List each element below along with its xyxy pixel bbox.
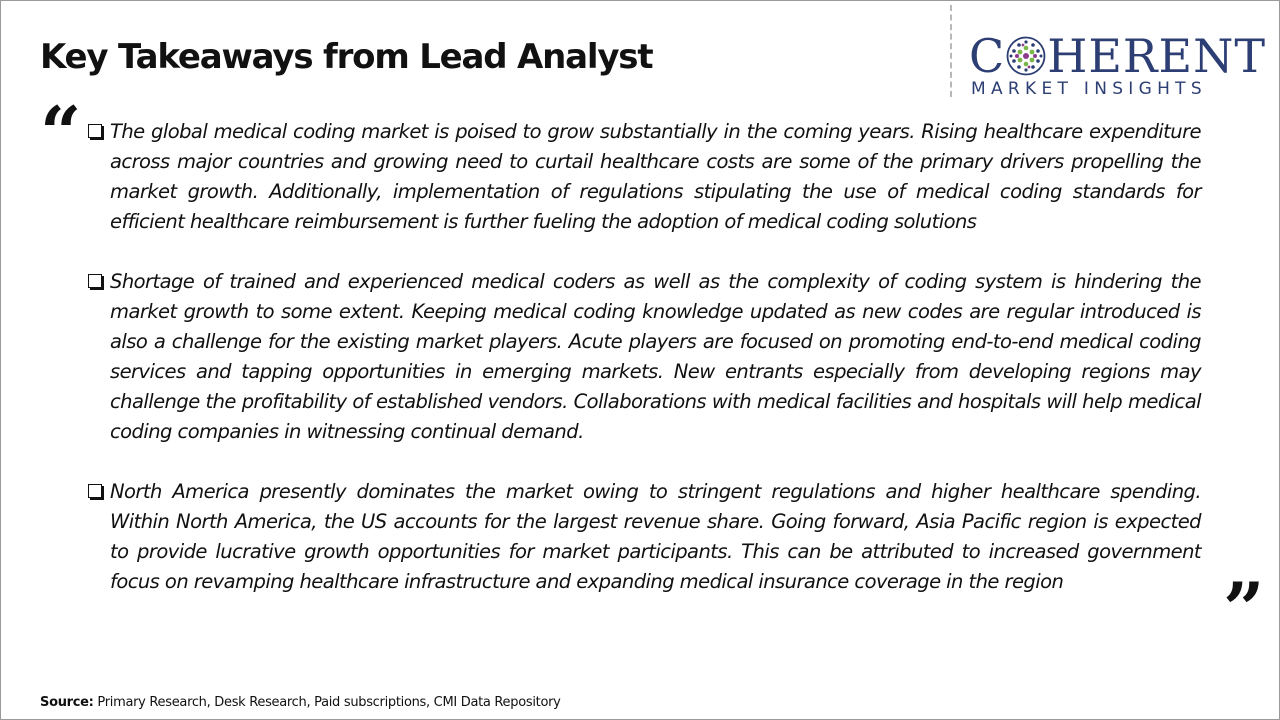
takeaway-text: Shortage of trained and experienced medical coders as well as the complexity of coding system is hindering the market growth to some extent. Keeping medical coding knowledge updated as new codes are regular introduced is also a challenge for the existing market players. Acute players are focused on promoting end-to-end medical coding services and tapping opportunities in emerging markets. New entrants especially from developing regions may challenge the profitability of established vendors. Collaborations with medical facilities and hospitals will help medical coding companies in witnessing continual demand. [110,270,1201,443]
takeaway-item [87,117,1201,237]
logo-globe-icon [1006,36,1046,76]
logo-letter-c: C [969,29,1006,83]
takeaway-text: The global medical coding market is poised to grow substantially in the coming years. Rising healthcare expenditure across major countries and growing need to curtail healthcare costs are some of the primary drivers propelling the market growth. Additionally, implementation of regulations stipulating the use of medical coding standards for efficient healthcare reimbursement is further fueling the adoption of medical coding solutions [110,120,1201,233]
logo-wordmark [969,31,1266,81]
logo-divider [950,5,952,97]
logo-letters: HERENT [1047,29,1267,83]
takeaway-item [87,477,1201,597]
source-note [40,695,561,711]
takeaway-text: North America presently dominates the market owing to stringent regulations and higher healthcare spending. Within North America, the US accounts for the largest revenue share. Going forward, Asia Pacific region is expected to provide lucrative growth opportunities for market participants. This can be attributed to increased government focus on revamping healthcare infrastructure and expanding medical insurance coverage in the region [110,480,1201,593]
checkbox-bullet-icon [88,484,102,498]
page-title: Key Takeaways from Lead Analyst [40,37,653,77]
takeaways-list [87,117,1201,627]
checkbox-bullet-icon [88,274,102,288]
company-logo [969,29,1267,101]
logo-tagline: MARKET INSIGHTS [971,79,1207,99]
open-quote-icon: “ [40,90,82,175]
source-text: Primary Research, Desk Research, Paid subscriptions, CMI Data Repository [93,695,561,710]
close-quote-icon: ” [1223,566,1265,651]
takeaway-item [87,267,1201,447]
checkbox-bullet-icon [88,124,102,138]
source-label: Source: [40,695,94,710]
